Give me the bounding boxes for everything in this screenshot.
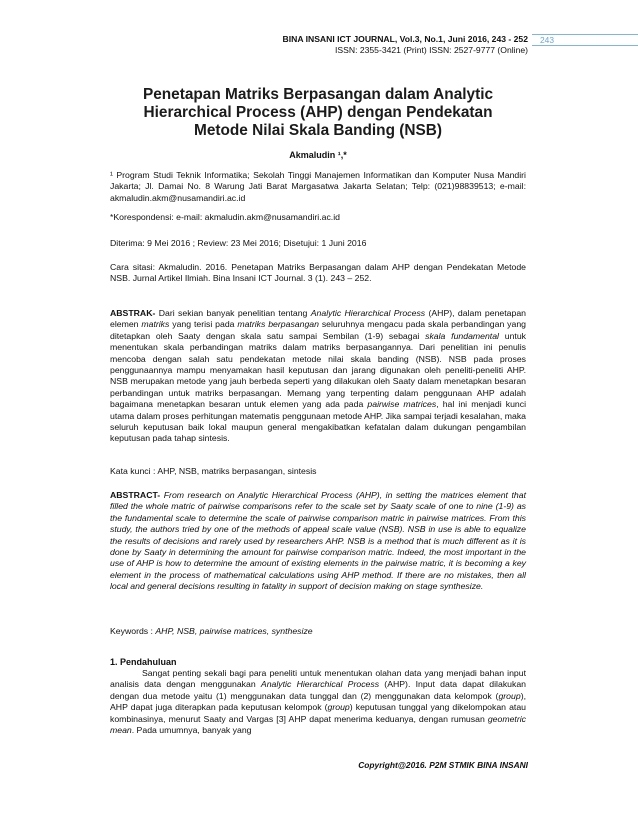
page-number-box (532, 34, 638, 46)
intro-paragraph (110, 668, 526, 736)
dates: Diterima: 9 Mei 2016 ; Review: 23 Mei 2016; Disetujui: 1 Juni 2016 (110, 238, 367, 248)
abstrak-text: untuk menentukan skala perbandingan matriks dalam matriks berpasangannya. Dari penelitian ini penulis mencoba dengan salah satu pendekatan metode nilai skala banding (NSB). NSB pada proses penggunaannya mampu menyamakan hasil keputusan dan jarang digunakan oleh peneliti-peneliti AHP. NSB merupakan metode yang jauh berbeda seperti yang dilakukan oleh Saaty dalam menetapkan besaran perbandingan untuk matriks berpasangan. Memang yang terpenting dalam penggunaan AHP adalah bagaimana menetapkan besaran untuk elemen yang ada pada (110, 330, 527, 410)
abstrak-label: ABSTRAK- (110, 308, 156, 318)
abstrak-italic: matriks berpasangan (237, 319, 319, 330)
abstrak-italic: matriks (141, 319, 170, 330)
keywords (110, 626, 526, 637)
intro-italic: group (498, 690, 521, 701)
intro-text: ), AHP dapat juga diterapkan pada keputusan kelompok ( (110, 690, 526, 713)
abstrak-text: (AHP), dalam penetapan elemen (110, 308, 526, 330)
intro-text: . Pada umumnya, banyak yang (131, 725, 252, 736)
intro-italic: Analytic Hierarchical Process (260, 679, 380, 690)
abstrak-text: , hal ini menjadi kunci utama dalam proses perhitungan matematis penggunaan metode AHP. Jika sampai terjadi kesalahan, maka seluruh keputusan baik lokal maupun general mengakibatkan kefatalan dalam dukungan pengambilan keputusan pada tahap sintesis. (110, 399, 527, 444)
abstrak-paragraph (110, 308, 526, 445)
author-name: Akmaludin ¹,* (289, 150, 347, 160)
journal-name: BINA INSANI ICT JOURNAL, Vol.3, No.1, Juni 2016, 243 - 252 (282, 34, 528, 44)
intro-text: ) keputusan tunggal yang dikelompokan atau kombinasinya, menurut Saaty and Vargas [3] AHP dapat menerima keduanya, dengan rumusan (110, 702, 527, 724)
paper-title (110, 86, 526, 140)
issn-line: ISSN: 2355-3421 (Print) ISSN: 2527-9777 (Online) (335, 45, 528, 55)
intro-italic: geometric mean (110, 713, 526, 736)
title-line-2: Hierarchical Process (AHP) dengan Pendekatan (143, 104, 493, 121)
citation: Cara sitasi: Akmaludin. 2016. Penetapan Matriks Berpasangan dalam AHP dengan Pendekatan Metode NSB. Jurnal Artikel Ilmiah. Bina Insani ICT Journal. 3 (1). 243 – 252. (110, 262, 526, 284)
affiliation: ¹ Program Studi Teknik Informatika; Sekolah Tinggi Manajemen Informatikan dan Komputer Nusa Mandiri Jakarta; Jl. Damai No. 8 Warung Jati Barat Margasatwa Jakarta Selatan; Telp: (021)98839513; e-mail: akmaludin.akm@nusamandiri.ac.id (110, 170, 526, 203)
abstract-paragraph (110, 490, 526, 593)
abstract-text: From research on Analytic Hierarchical Process (AHP), in setting the matrices element that filled the whole matric of pairwise comparisons refer to the scale set by Saaty scale of one to nine (1-9) as the fundamental scale to determine the scale of pairwise comparison matric in pairwise matrices. From this study, the authors tried by one of the methods of appeal scale value (NSB). NSB in use is able to equalize the results of decisions and rarely used by researchers AHP. NSB is a method that is much different as it is done by Saaty in determining the amount for pairwise comparison matric. Indeed, the most important in the use of AHP is how to determine the amount of existing elements in the pairwise matric, it is becoming a key element in the process of mathematical calculations using AHP method. If there are no mistakes, then all local and general decisions resulting in fatality in support of decision making on stage synthesize. (110, 490, 526, 592)
abstrak-text: seluruhnya mengacu pada skala perbandingan yang ditetapkan oleh Saaty dengan skala satu sampai Sembilan (1-9) sebagai (110, 319, 526, 341)
intro-italic: group (327, 702, 350, 713)
abstrak-text: Dari sekian banyak penelitian tentang (155, 308, 311, 318)
abstrak-italic: skala fundamental (425, 330, 499, 341)
abstract-label: ABSTRACT- (110, 490, 161, 500)
title-line-1: Penetapan Matriks Berpasangan dalam Analytic (142, 86, 494, 103)
kata-kunci: Kata kunci : AHP, NSB, matriks berpasangan, sintesis (110, 466, 317, 476)
keywords-label: Keywords : (110, 626, 156, 636)
page-number: 243 (540, 35, 554, 45)
abstrak-italic: Analytic Hierarchical Process (310, 308, 426, 318)
intro-text: (AHP). Input data dapat dilakukan dengan dua metode yaitu (1) menggunakan data tunggal dan (2) menggunakan data kelompok ( (110, 679, 527, 701)
section-title: 1. Pendahuluan (110, 657, 177, 667)
journal-header (283, 34, 528, 56)
intro-text: Sangat penting sekali bagi para peneliti untuk menentukan olahan data yang menjadi bahan input analisis data dengan menggunakan (110, 668, 526, 690)
abstrak-italic: pairwise matrices (367, 399, 437, 410)
copyright-footer: Copyright@2016. P2M STMIK BINA INSANI (358, 760, 528, 770)
title-line-3: Metode Nilai Skala Banding (NSB) (194, 122, 442, 139)
correspondence: *Korespondensi: e-mail: akmaludin.akm@nusamandiri.ac.id (110, 212, 340, 222)
abstrak-text: yang terisi pada (169, 319, 238, 330)
keywords-text: AHP, NSB, pairwise matrices, synthesize (155, 626, 313, 636)
